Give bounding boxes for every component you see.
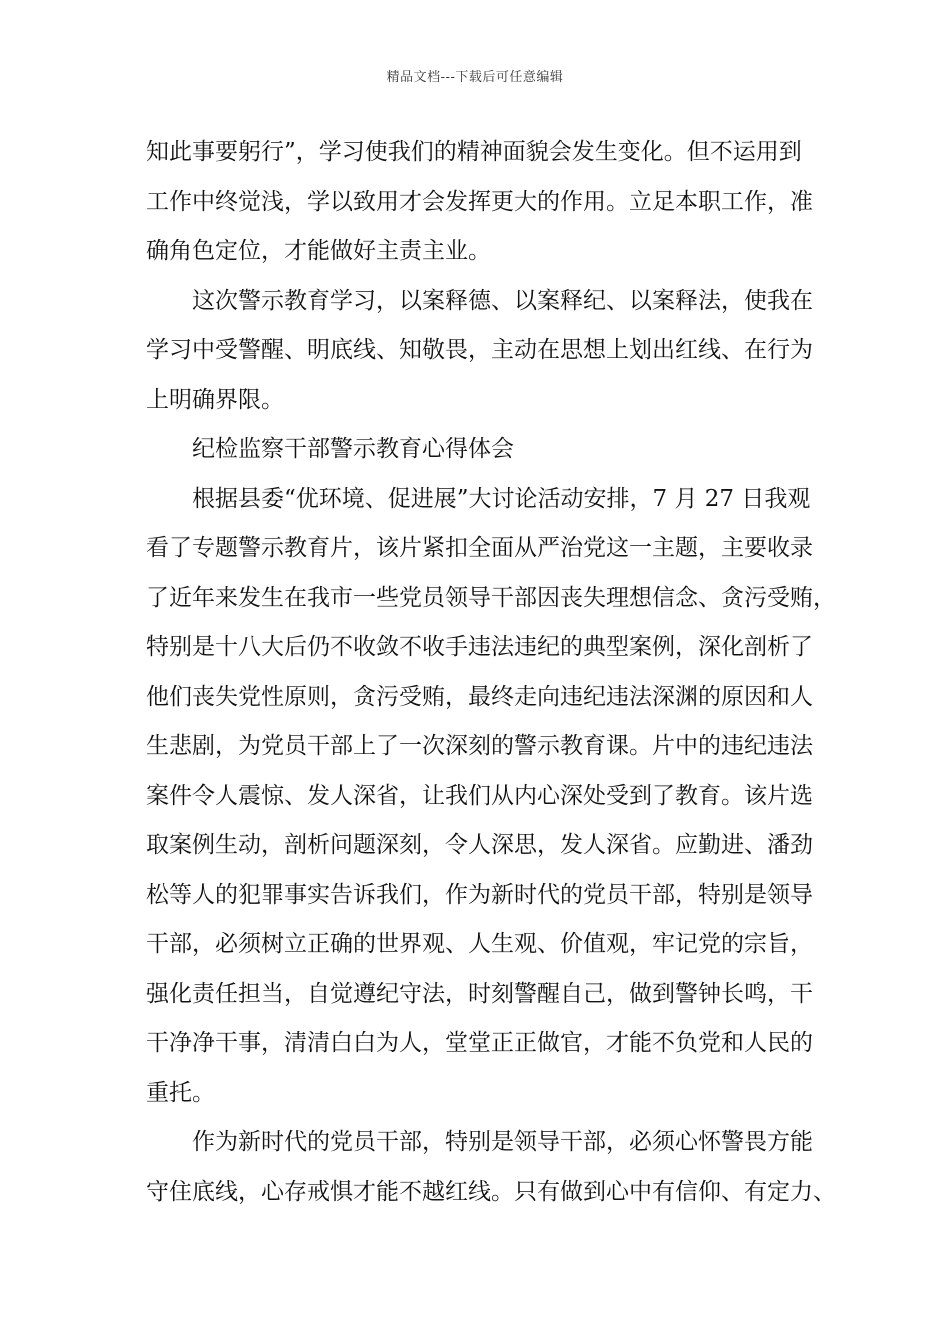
text-line: 作为新时代的党员干部，特别是领导干部，必须心怀警畏方能 (192, 1129, 813, 1155)
text-line: 特别是十八大后仍不收敛不收手违法违纪的典型案例，深化剖析了 (146, 634, 813, 660)
page-header: 精品文档---下载后可任意编辑 (386, 70, 564, 85)
text-line: 这次警示教育学习，以案释德、以案释纪、以案释法，使我在 (192, 287, 813, 314)
text-line: 取案例生动，剖析问题深刻，令人深思，发人深省。应勤进、潘劲 (146, 832, 813, 858)
section-heading: 纪检监察干部警示教育心得体会 (192, 436, 514, 462)
text-line: 松等人的犯罪事实告诉我们，作为新时代的党员干部，特别是领导 (146, 881, 813, 908)
text-line: 生悲剧，为党员干部上了一次深刻的警示教育课。片中的违纪违法 (146, 733, 813, 759)
text-line: 案件令人震惊、发人深省，让我们从内心深处受到了教育。该片选 (146, 782, 813, 809)
text-line: 重托。 (146, 1079, 215, 1106)
text-line: 根据县委“优环境、促进展”大讨论活动安排，7 月 27 日我观 (192, 485, 811, 512)
text-line: 他们丧失党性原则，贪污受贿，最终走向违纪违法深渊的原因和人 (146, 683, 813, 710)
text-line: 干部，必须树立正确的世界观、人生观、价值观，牢记党的宗旨， (146, 931, 813, 957)
document-body (146, 128, 836, 1217)
text-line: 知此事要躬行”，学习使我们的精神面貌会发生变化。但不运用到 (146, 139, 802, 165)
text-line: 强化责任担当，自觉遵纪守法，时刻警醒自己，做到警钟长鸣，干 (146, 980, 813, 1007)
text-line: 干净净干事，清清白白为人，堂堂正正做官，才能不负党和人民的 (146, 1030, 813, 1056)
text-line: 上明确界限。 (146, 386, 284, 413)
text-line: 看了专题警示教育片，该片紧扣全面从严治党这一主题，主要收录 (146, 535, 813, 561)
text-line: 守住底线，心存戒惧才能不越红线。只有做到心中有信仰、有定力、 (146, 1178, 836, 1205)
text-line: 了近年来发生在我市一些党员领导干部因丧失理想信念、贪污受贿， (146, 584, 836, 611)
text-line: 确角色定位，才能做好主责主业。 (146, 238, 491, 264)
text-line: 学习中受警醒、明底线、知敬畏，主动在思想上划出红线、在行为 (146, 337, 813, 363)
text-line: 工作中终觉浅，学以致用才会发挥更大的作用。立足本职工作，准 (146, 188, 813, 215)
